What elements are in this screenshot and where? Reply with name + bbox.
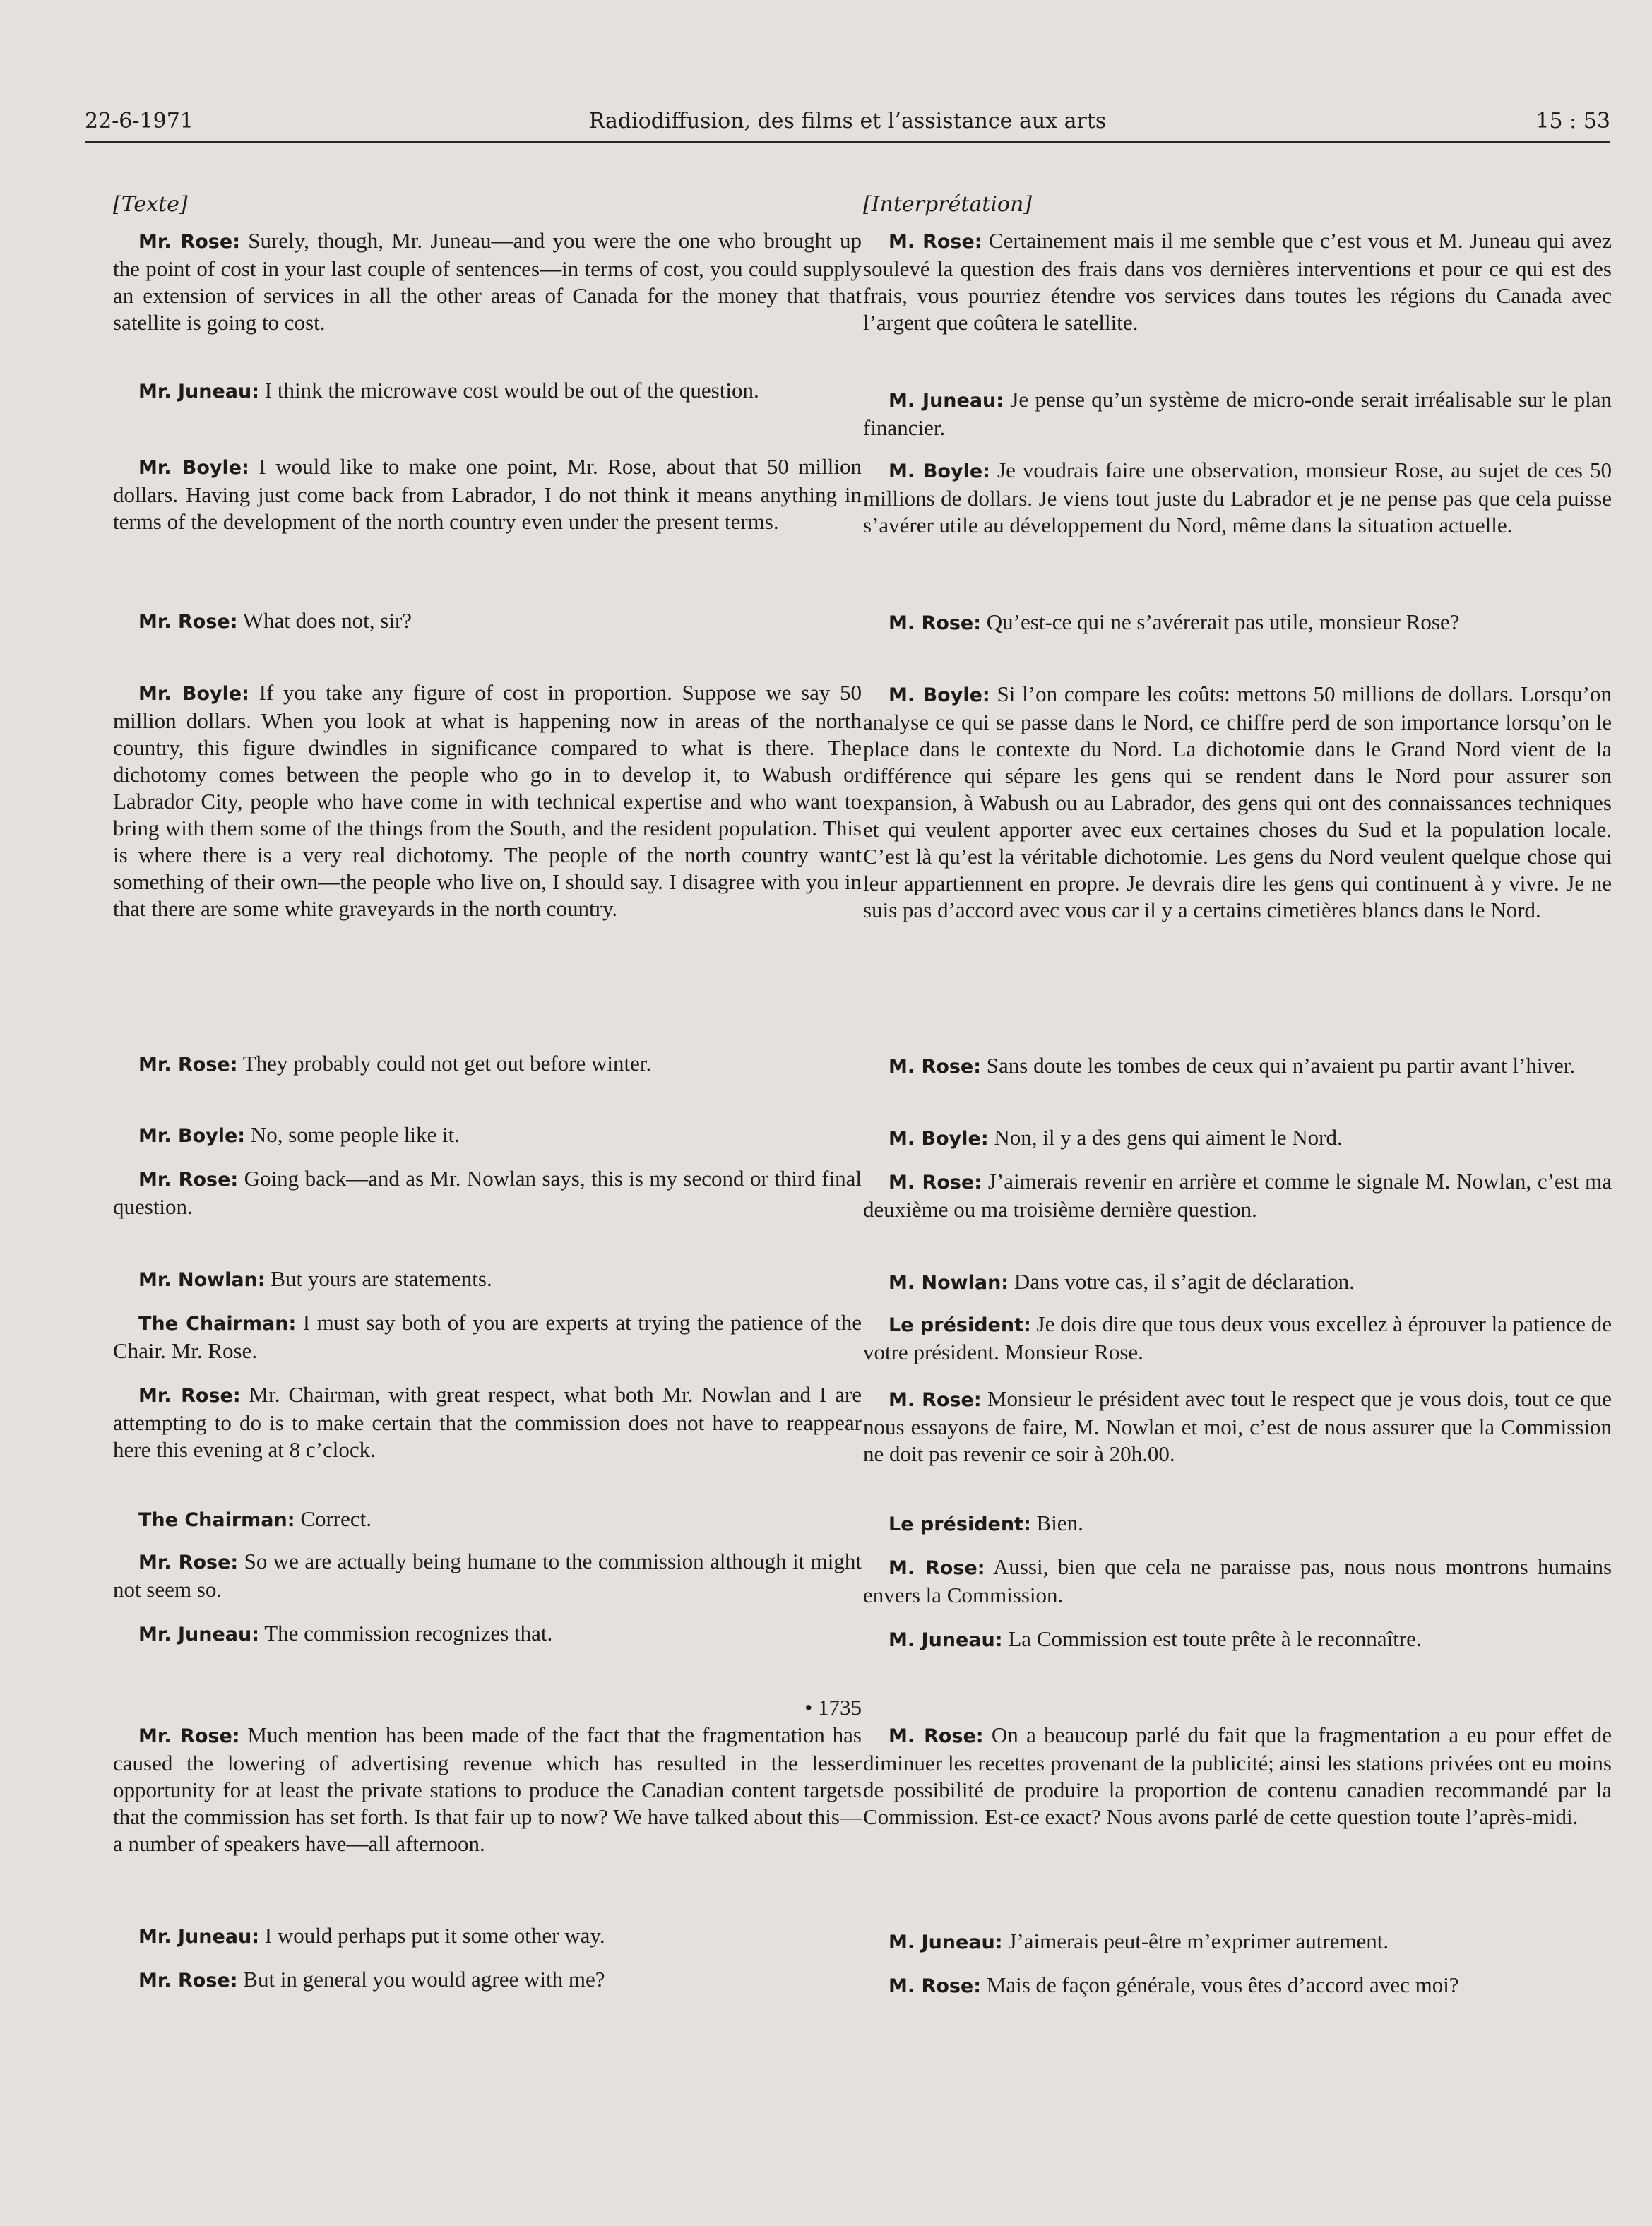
- speaker-name: M. Rose:: [889, 1975, 982, 1997]
- paragraph: [863, 1311, 1612, 1366]
- speech-text: I would perhaps put it some other way.: [259, 1923, 605, 1948]
- speaker-name: Mr. Boyle:: [138, 683, 249, 705]
- speech-text: They probably could not get out before winter.: [237, 1051, 652, 1076]
- paragraph: [863, 1554, 1612, 1609]
- paragraph: [863, 1510, 1612, 1538]
- header-title: Radiodiffusion, des films et l’assistance aux arts: [588, 109, 1107, 133]
- paragraph: [113, 679, 862, 922]
- paragraph: [863, 1052, 1612, 1081]
- speaker-name: M. Boyle:: [889, 684, 990, 706]
- speaker-name: M. Rose:: [889, 1389, 982, 1411]
- paragraph: [113, 453, 862, 535]
- page-header: [85, 106, 1610, 143]
- time-marker: • 1735: [804, 1695, 862, 1720]
- speaker-name: M. Rose:: [889, 1557, 985, 1579]
- speaker-name: M. Rose:: [889, 231, 982, 253]
- speech-text: Qu’est-ce qui ne s’avérerait pas utile, monsieur Rose?: [981, 609, 1460, 634]
- paragraph: [863, 1626, 1612, 1654]
- speech-text: Mais de façon générale, vous êtes d’accord avec moi?: [981, 1972, 1459, 1997]
- header-page-number: 15 : 53: [1535, 109, 1610, 133]
- speaker-name: Mr. Rose:: [138, 1169, 239, 1191]
- speech-text: Sans doute les tombes de ceux qui n’avaient pu partir avant l’hiver.: [981, 1053, 1576, 1078]
- speaker-name: M. Rose:: [889, 612, 982, 634]
- speech-text: What does not, sir?: [237, 608, 412, 633]
- speech-text: La Commission est toute prête à le reconnaître.: [1002, 1626, 1422, 1651]
- paragraph: [863, 1168, 1612, 1223]
- speaker-name: Le président:: [889, 1314, 1031, 1336]
- paragraph: [113, 1722, 862, 1857]
- speech-text: Je pense qu’un système de micro-onde serait irréalisable sur le plan financier.: [863, 387, 1612, 440]
- speech-text: Surely, though, Mr. Juneau—and you were the one who brought up the point of cost in your last couple of sentences—in terms of cost, you could supply an extension of services in all the other areas of Canada for the money that that satellite is going to cost.: [113, 228, 862, 335]
- speaker-name: Mr. Rose:: [138, 231, 240, 253]
- speaker-name: The Chairman:: [138, 1313, 297, 1335]
- speech-text: Going back—and as Mr. Nowlan says, this is my second or third final question.: [113, 1166, 862, 1219]
- paragraph: [113, 1165, 862, 1220]
- speaker-name: Mr. Juneau:: [138, 381, 260, 403]
- speaker-name: Mr. Juneau:: [138, 1926, 260, 1948]
- speaker-name: Mr. Juneau:: [138, 1624, 260, 1645]
- paragraph: [863, 609, 1612, 637]
- speaker-name: M. Rose:: [889, 1172, 982, 1194]
- speech-text: If you take any figure of cost in proportion. Suppose we say 50 million dollars. When you look at what is happening now in areas of the north country, this figure dwindles in significance compared to what is there. The dichotomy comes between the people who go in to develop it, to Wabush or Labrador City, people who have come in with technical expertise and who want to bring with them some of the things from the South, and the resident population. This is where there is a very real dichotomy. The people of the north country want something of their own—the people who live on, I should say. I disagree with you in that there are some white graveyards in the north country.: [113, 680, 862, 921]
- speech-text: Dans votre cas, il s’agit de déclaration.: [1009, 1269, 1355, 1294]
- speech-text: Much mention has been made of the fact that the fragmentation has caused the lowering of advertising revenue which has resulted in the lesser opportunity for at least the private stations to produce the Canadian content targets that the commission has set forth. Is that fair up to now? We have talked about this—a number of speakers have—all afternoon.: [113, 1722, 862, 1856]
- paragraph: [863, 1386, 1612, 1468]
- speech-text: On a beaucoup parlé du fait que la fragmentation a eu pour effet de diminuer les recettes provenant de la publicité; ainsi les stations privées ont eu moins de possibilité de produire la proportion de contenu canadien recommandé par la Commission. Est-ce exact? Nous avons parlé de cette question toute l’après-midi.: [863, 1722, 1612, 1829]
- paragraph: [863, 1972, 1612, 2000]
- header-date: 22-6-1971: [85, 109, 194, 133]
- speech-text: J’aimerais revenir en arrière et comme le signale M. Nowlan, c’est ma deuxième ou ma troisième dernière question.: [863, 1169, 1612, 1222]
- paragraph: [113, 1381, 862, 1463]
- speaker-name: Mr. Rose:: [138, 1970, 238, 1992]
- speaker-name: Mr. Boyle:: [138, 457, 249, 479]
- paragraph: [863, 1722, 1612, 1831]
- speech-text: I would like to make one point, Mr. Rose, about that 50 million dollars. Having just come back from Labrador, I do not think it means anything in terms of the development of the north country even under the present terms.: [113, 454, 862, 534]
- speech-text: Je dois dire que tous deux vous excellez à éprouver la patience de votre président. Monsieur Rose.: [863, 1311, 1612, 1364]
- speaker-name: Mr. Rose:: [138, 1385, 241, 1407]
- speaker-name: Mr. Boyle:: [138, 1125, 246, 1147]
- speaker-name: M. Rose:: [889, 1056, 982, 1078]
- speaker-name: M. Boyle:: [889, 1128, 989, 1150]
- paragraph: [113, 377, 862, 405]
- speech-text: Mr. Chairman, with great respect, what both Mr. Nowlan and I are attempting to do is to make certain that the commission does not have to reappear here this evening at 8 c’clock.: [113, 1382, 862, 1462]
- paragraph: [113, 607, 862, 636]
- speech-text: Aussi, bien que cela ne paraisse pas, nous nous montrons humains envers la Commission.: [863, 1554, 1612, 1607]
- speech-text: Non, il y a des gens qui aiment le Nord.: [988, 1125, 1343, 1150]
- section-label: [Texte]: [113, 192, 188, 217]
- paragraph: [113, 1121, 862, 1150]
- paragraph: [113, 1309, 862, 1364]
- speaker-name: The Chairman:: [138, 1509, 295, 1531]
- paragraph: [113, 1548, 862, 1603]
- speech-text: Monsieur le président avec tout le respect que je vous dois, tout ce que nous essayons de faire, M. Nowlan et moi, c’est de nous assurer que la Commission ne doit pas revenir ce soir à 20h.00.: [863, 1386, 1612, 1466]
- speaker-name: M. Rose:: [889, 1725, 984, 1747]
- speech-text: But yours are statements.: [265, 1266, 492, 1291]
- speech-text: No, some people like it.: [245, 1122, 460, 1147]
- paragraph: [863, 457, 1612, 539]
- speaker-name: M. Boyle:: [889, 460, 990, 482]
- paragraph: [113, 1922, 862, 1951]
- speech-text: Correct.: [295, 1506, 372, 1531]
- speaker-name: Mr. Nowlan:: [138, 1269, 266, 1291]
- speech-text: Si l’on compare les coûts: mettons 50 millions de dollars. Lorsqu’on analyse ce qui se passe dans le Nord, ce chiffre perd de son importance lorsqu’on le place dans le contexte du Nord. La dichotomie dans le Grand Nord vient de la différence qui sépare les gens qui se rendent dans le Nord pour assurer son expansion, à Wabush ou au Labrador, des gens qui ont des connaissances techniques et qui veulent apporter avec eux certaines choses du Sud et la population locale. C’est là qu’est la véritable dichotomie. Les gens du Nord veulent quelque chose qui leur appartiennent en propre. Je devrais dire les gens qui continuent à y vivre. Je ne suis pas d’accord avec vous car il y a certains cimetières blancs dans le Nord.: [863, 682, 1612, 922]
- speaker-name: M. Nowlan:: [889, 1272, 1009, 1294]
- section-label: [Interprétation]: [863, 192, 1033, 217]
- paragraph: [113, 1506, 862, 1534]
- speaker-name: Mr. Rose:: [138, 1725, 240, 1747]
- speech-text: J’aimerais peut-être m’exprimer autrement.: [1002, 1929, 1389, 1953]
- paragraph: [863, 1268, 1612, 1297]
- paragraph: [863, 681, 1612, 924]
- speech-text: So we are actually being humane to the commission although it might not seem so.: [113, 1549, 862, 1602]
- paragraph: [113, 227, 862, 336]
- speaker-name: M. Juneau:: [889, 390, 1004, 412]
- paragraph: [863, 1928, 1612, 1956]
- paragraph: [863, 227, 1612, 336]
- paragraph: [113, 1050, 862, 1078]
- speech-text: Je voudrais faire une observation, monsieur Rose, au sujet de ces 50 millions de dollars. Je viens tout juste du Labrador et je ne pense pas que cela puisse s’avérer utile au développement du Nord, même dans la situation actuelle.: [863, 458, 1612, 537]
- speaker-name: Le président:: [889, 1513, 1031, 1535]
- speaker-name: Mr. Rose:: [138, 1552, 239, 1573]
- speech-text: I must say both of you are experts at trying the patience of the Chair. Mr. Rose.: [113, 1310, 862, 1363]
- paragraph: [113, 1620, 862, 1648]
- speaker-name: M. Juneau:: [889, 1932, 1003, 1953]
- paragraph: [863, 1124, 1612, 1153]
- speech-text: Bien.: [1030, 1511, 1083, 1535]
- speech-text: But in general you would agree with me?: [237, 1967, 605, 1992]
- paragraph: [113, 1266, 862, 1294]
- speech-text: I think the microwave cost would be out of the question.: [259, 378, 759, 403]
- speaker-name: M. Juneau:: [889, 1629, 1003, 1651]
- speech-text: The commission recognizes that.: [259, 1621, 553, 1645]
- paragraph: [113, 1966, 862, 1994]
- paragraph: [863, 386, 1612, 441]
- speaker-name: Mr. Rose:: [138, 1054, 238, 1076]
- speech-text: Certainement mais il me semble que c’est vous et M. Juneau qui avez soulevé la question des frais dans vos dernières interventions et pour ce qui est des frais, vous pourriez étendre vos services dans toutes les régions du Canada avec l’argent que coûtera le satellite.: [863, 228, 1612, 335]
- speaker-name: Mr. Rose:: [138, 611, 238, 633]
